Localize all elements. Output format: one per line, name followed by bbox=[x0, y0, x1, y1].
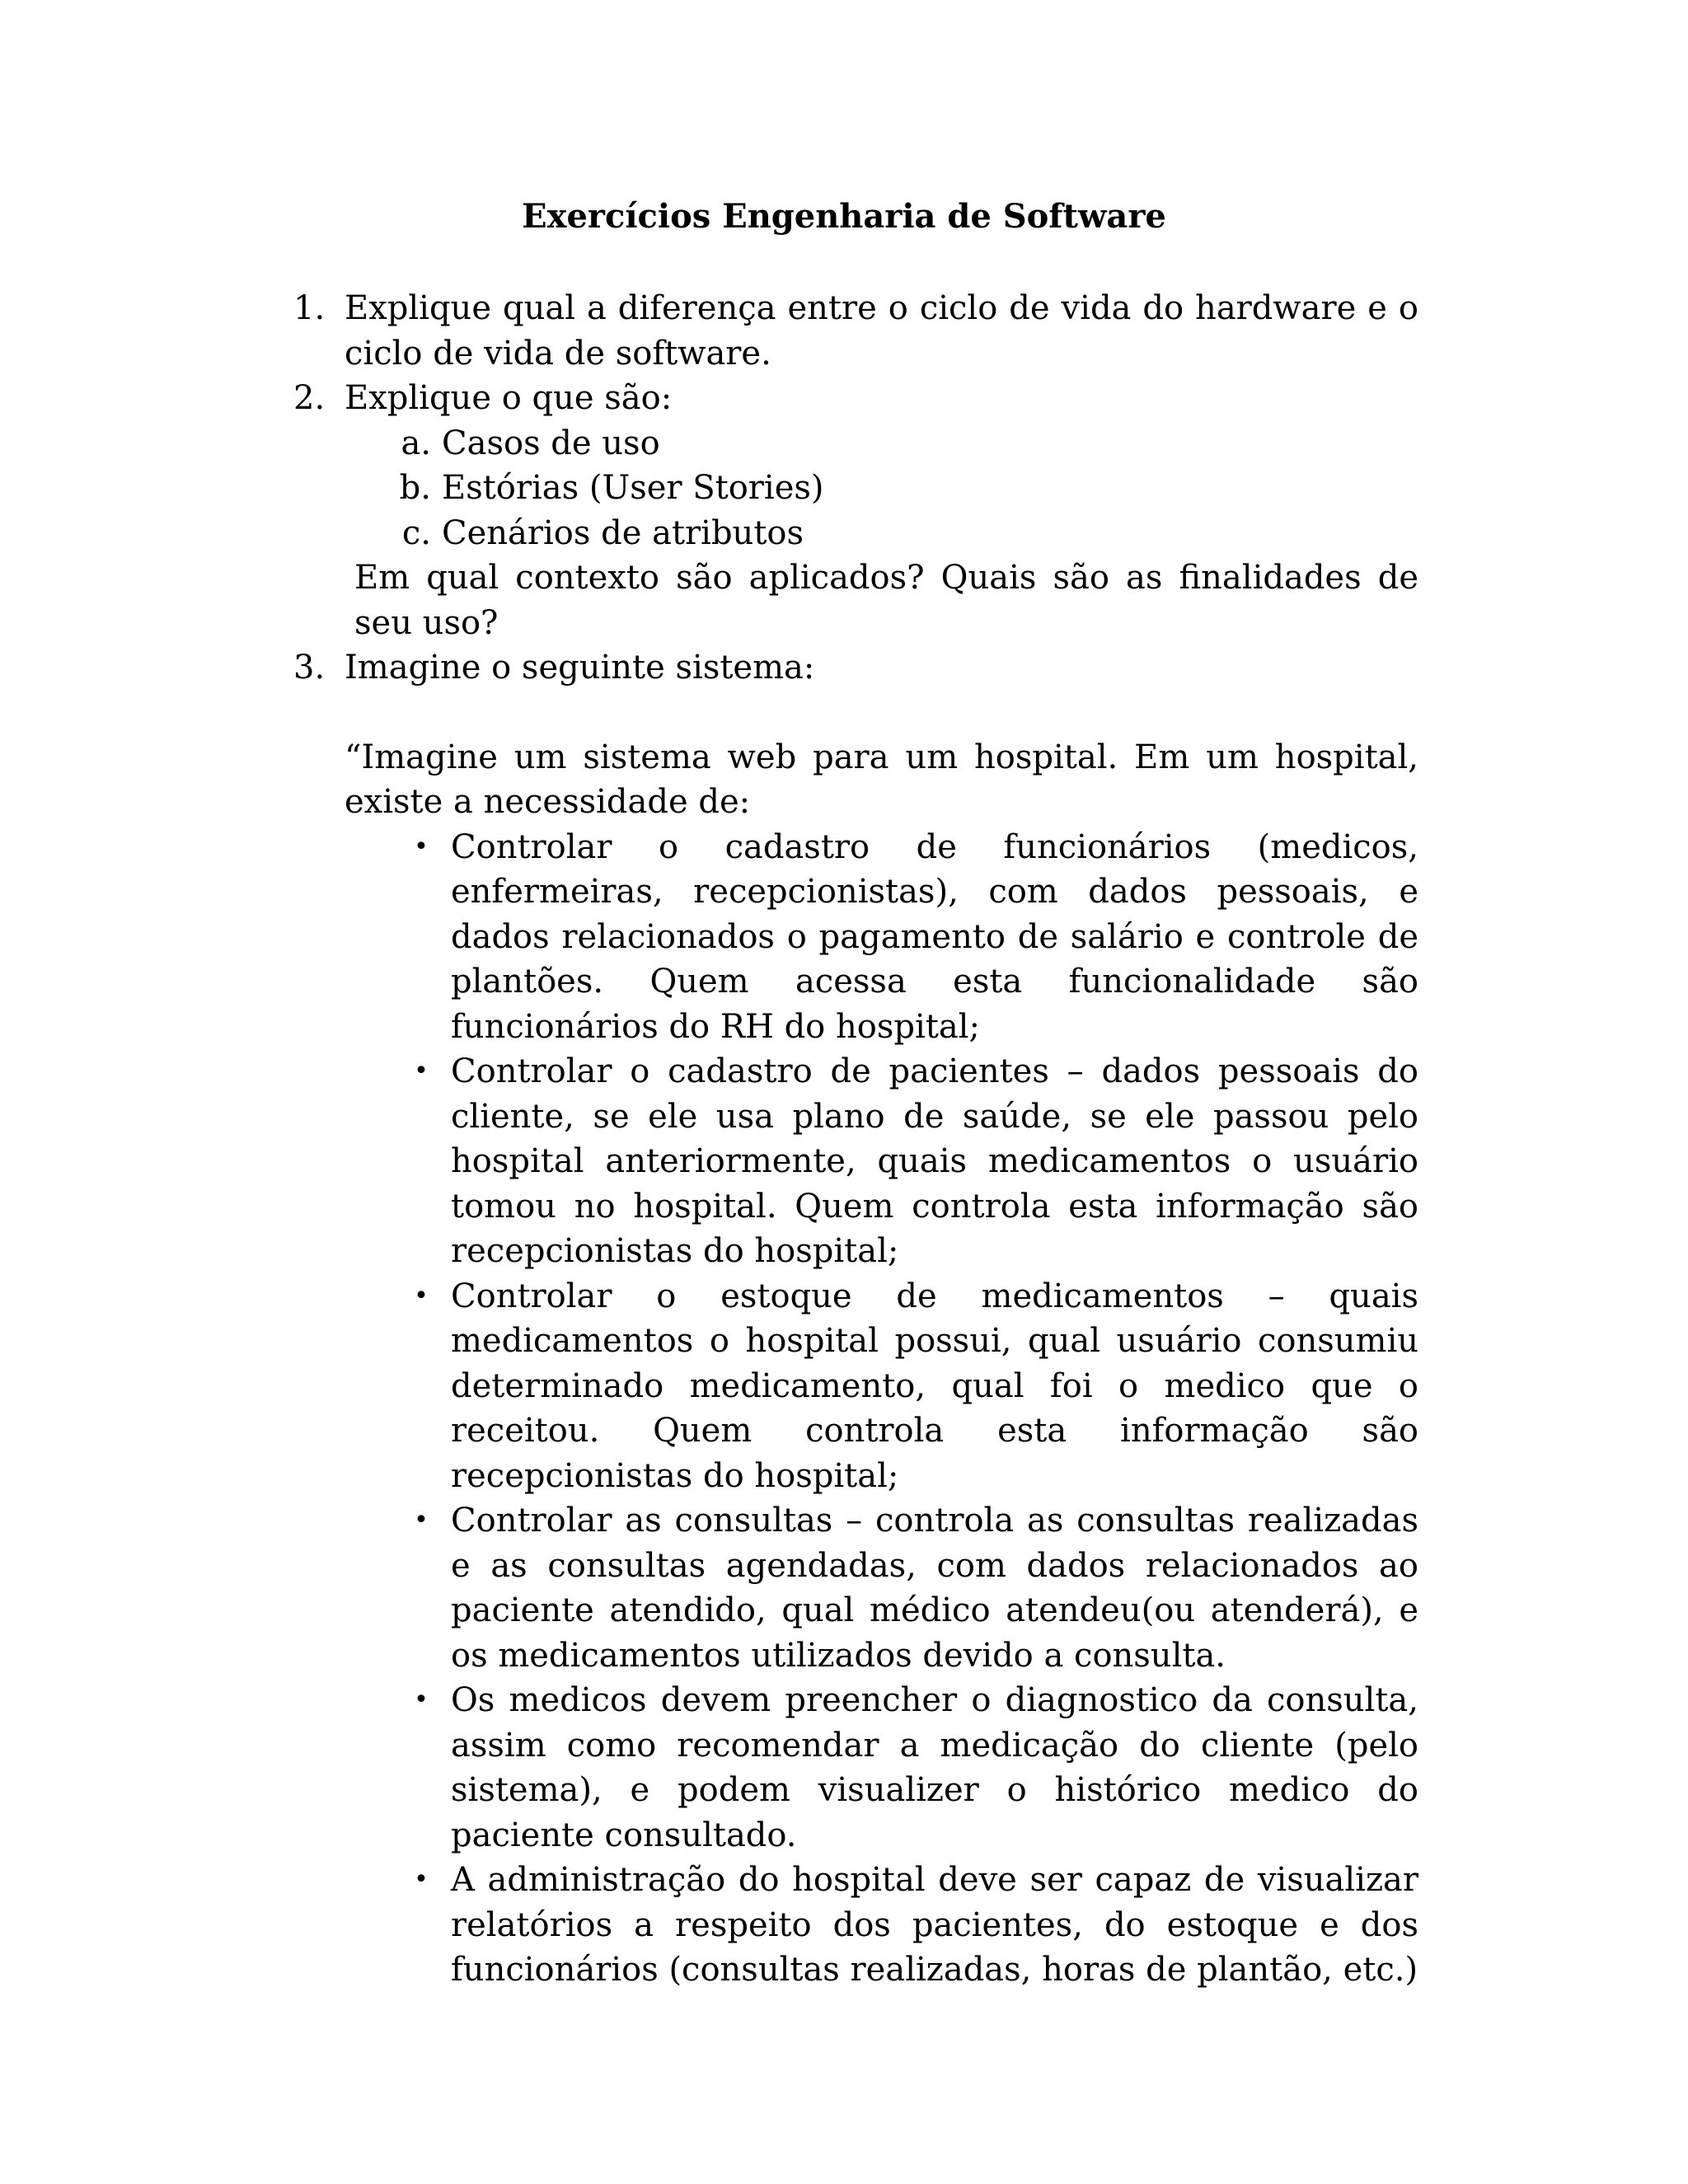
subitem-c bbox=[345, 511, 1418, 556]
list-item bbox=[345, 1678, 1418, 1858]
requirements-list bbox=[345, 825, 1418, 1993]
subitem-a bbox=[345, 421, 1418, 466]
subitem-text: Casos de uso bbox=[442, 424, 660, 462]
bullet-icon: • bbox=[414, 1865, 429, 1894]
question-3 bbox=[293, 645, 1418, 691]
exercise-list bbox=[293, 286, 1418, 1993]
list-item bbox=[345, 1498, 1418, 1678]
bullet-icon: • bbox=[414, 1281, 429, 1310]
bullet-icon: • bbox=[414, 1685, 429, 1714]
subitem-b bbox=[345, 466, 1418, 511]
list-item-text: Controlar as consultas – controla as consultas realizadas e as consultas agendadas, com dados relacionados ao paciente atendido, qual médico atendeu(ou atenderá), e os medicamentos utilizados devido a consulta. bbox=[451, 1502, 1418, 1675]
subitem-letter: c. bbox=[401, 513, 431, 552]
bullet-icon: • bbox=[414, 1057, 429, 1085]
subitem-letter: a. bbox=[401, 424, 431, 462]
scenario-intro: “Imagine um sistema web para um hospital. Em um hospital, existe a necessidade de: bbox=[345, 738, 1418, 821]
list-item-text: Os medicos devem preencher o diagnostico da consulta, assim como recomendar a medicação do cliente (pelo sistema), e podem visualizer o histórico medico do paciente consultado. bbox=[451, 1681, 1418, 1854]
question-number: 3. bbox=[293, 649, 326, 687]
page-title: Exercícios Engenharia de Software bbox=[522, 197, 1166, 236]
list-item-text: Controlar o cadastro de pacientes – dados pessoais do cliente, se ele usa plano de saúde, se ele passou pelo hospital anteriormente, quais medicamentos o usuário tomou no hospital. Quem controla esta informação são recepcionistas do hospital; bbox=[451, 1052, 1418, 1270]
question-text: Explique qual a diferença entre o ciclo de vida do hardware e o ciclo de vida de software. bbox=[345, 289, 1418, 373]
list-item-text: Controlar o estoque de medicamentos – quais medicamentos o hospital possui, qual usuário consumiu determinado medicamento, qual foi o medico que o receitou. Quem controla esta informação são recepcionistas do hospital; bbox=[451, 1277, 1418, 1495]
question-2 bbox=[293, 376, 1418, 421]
list-item bbox=[345, 1049, 1418, 1274]
question-2-followup: Em qual contexto são aplicados? Quais são as finalidades de seu uso? bbox=[354, 559, 1418, 642]
question-text: Imagine o seguinte sistema: bbox=[345, 649, 815, 687]
question-1 bbox=[293, 286, 1418, 376]
list-item bbox=[345, 1274, 1418, 1499]
list-item-text: A administração do hospital deve ser capaz de visualizar relatórios a respeito dos pacientes, do estoque e dos funcionários (consultas realizadas, horas de plantão, etc.) bbox=[451, 1861, 1418, 1989]
bullet-icon: • bbox=[414, 1506, 429, 1535]
list-item-text: Controlar o cadastro de funcionários (medicos, enfermeiras, recepcionistas), com dados pessoais, e dados relacionados o pagamento de salário e controle de plantões. Quem acessa esta funcionalidade são funcionários do RH do hospital; bbox=[451, 827, 1418, 1046]
subitem-text: Estórias (User Stories) bbox=[442, 469, 824, 507]
question-text: Explique o que são: bbox=[345, 379, 673, 417]
bullet-icon: • bbox=[414, 832, 429, 861]
question-number: 1. bbox=[293, 289, 326, 327]
list-item bbox=[345, 825, 1418, 1050]
question-number: 2. bbox=[293, 379, 326, 417]
list-item bbox=[345, 1858, 1418, 1993]
subitem-letter: b. bbox=[399, 469, 431, 507]
subitem-text: Cenários de atributos bbox=[442, 513, 804, 552]
